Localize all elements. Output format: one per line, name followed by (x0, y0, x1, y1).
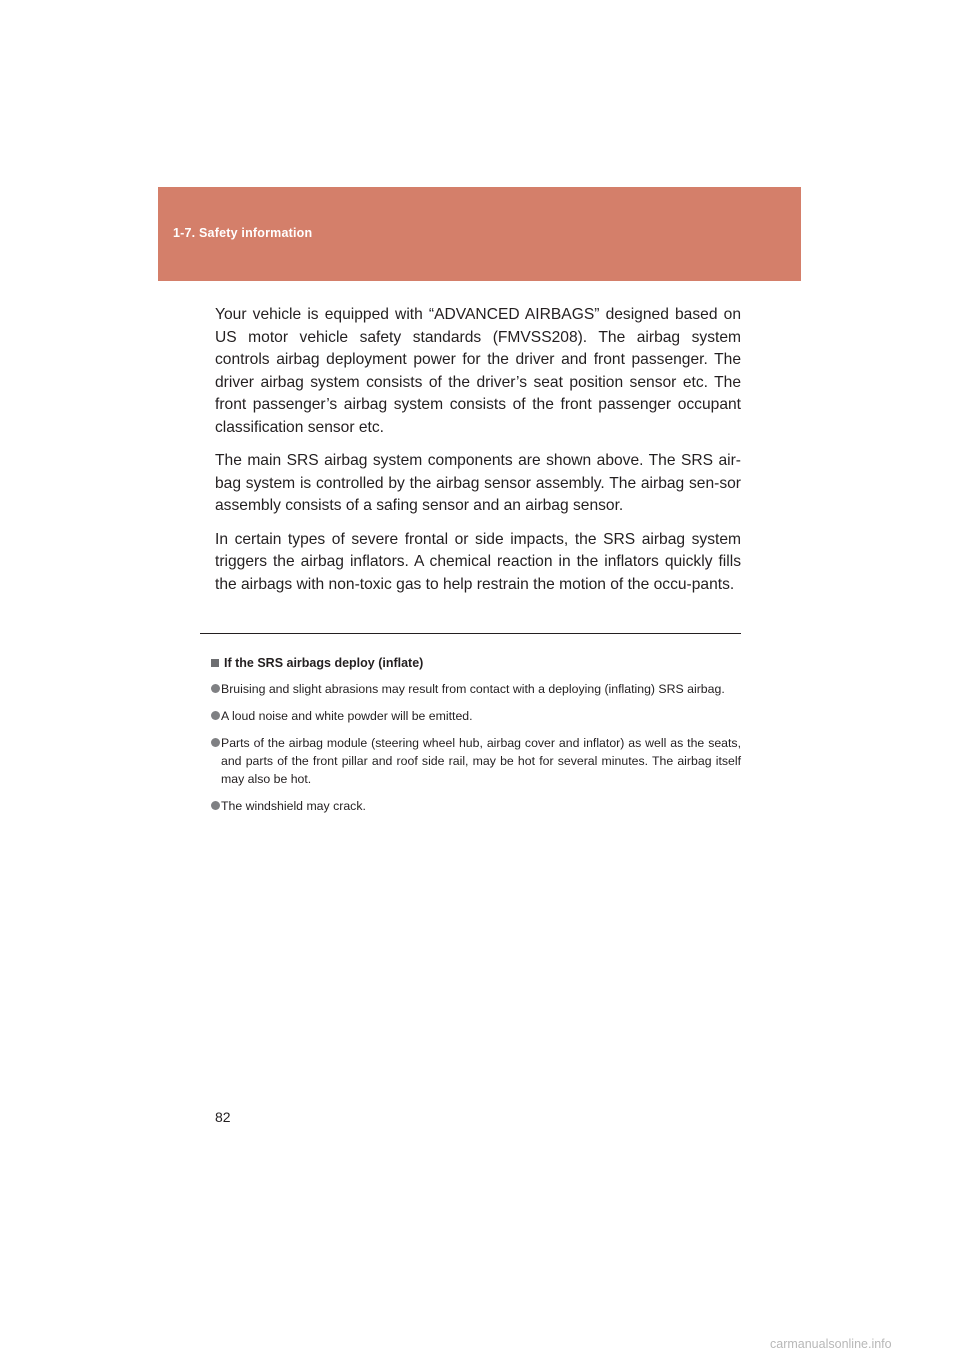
round-bullet-icon (211, 801, 220, 810)
note-item (211, 707, 741, 725)
section-title: 1-7. Safety information (173, 226, 313, 240)
square-bullet-icon (211, 659, 219, 667)
section-divider (200, 633, 741, 634)
note-text: A loud noise and white powder will be emitted. (221, 709, 473, 723)
note-text: The windshield may crack. (221, 799, 366, 813)
round-bullet-icon (211, 711, 220, 720)
round-bullet-icon (211, 684, 220, 693)
note-text: Parts of the airbag module (steering wheel hub, airbag cover and inflator) as well as the seats, and parts of the front pillar and roof side rail, may be hot for several minutes. The airbag itself may also be hot. (221, 736, 741, 786)
body-text (215, 304, 741, 607)
round-bullet-icon (211, 738, 220, 747)
body-paragraph: The main SRS airbag system components are shown above. The SRS air-bag system is controlled by the airbag sensor assembly. The airbag sen-sor assembly consists of a safing sensor and an airbag sensor. (215, 452, 741, 514)
notes-heading (211, 654, 741, 672)
notes-heading-text: If the SRS airbags deploy (inflate) (224, 656, 424, 670)
body-paragraph: In certain types of severe frontal or side impacts, the SRS airbag system triggers the airbag inflators. A chemical reaction in the inflators quickly fills the airbags with non-toxic gas to help restrain the motion of the occu-pants. (215, 530, 741, 593)
note-text: Bruising and slight abrasions may result from contact with a deploying (inflating) SRS airbag. (221, 682, 725, 696)
body-paragraph: Your vehicle is equipped with “ADVANCED AIRBAGS” designed based on US motor vehicle safety standards (FMVSS208). The airbag system controls airbag deployment power for the driver and front passenger. The driver airbag system consists of the driver’s seat position sensor etc. The front passenger’s airbag system consists of the front passenger occupant classification sensor etc. (215, 306, 741, 436)
watermark-text[interactable]: carmanualsonline.info (770, 1337, 892, 1351)
notes-section (211, 654, 741, 824)
page-number: 82 (215, 1109, 231, 1125)
note-item (211, 797, 741, 815)
section-header-band (158, 187, 801, 281)
note-item (211, 734, 741, 788)
note-item (211, 680, 741, 698)
